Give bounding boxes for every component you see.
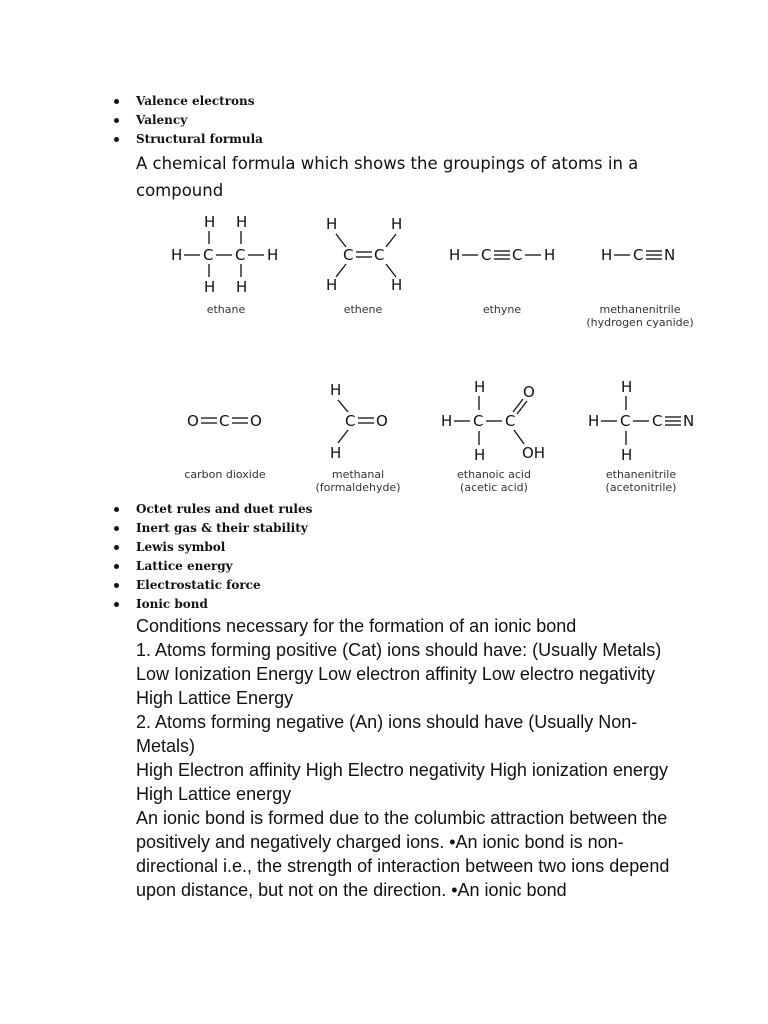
svg-text:C: C [203, 246, 214, 264]
svg-text:C: C [374, 246, 385, 264]
svg-text:H: H [326, 276, 338, 294]
list-item [112, 500, 312, 519]
svg-text:H: H [449, 246, 461, 264]
list-item [112, 130, 263, 149]
list-item-label: Ionic bond [136, 597, 208, 611]
bullet-icon [114, 602, 119, 607]
molecule-subcaption: (acetonitrile) [605, 481, 677, 494]
list-item [112, 576, 312, 595]
paragraph: Conditions necessary for the formation of an ionic bond [136, 616, 577, 636]
bullet-icon [114, 583, 119, 588]
bullet-icon [114, 137, 119, 142]
list-item-label: Octet rules and duet rules [136, 502, 313, 516]
svg-text:H: H [171, 246, 183, 264]
bullet-icon [114, 564, 119, 569]
molecule-caption: methanal [331, 468, 385, 481]
molecule-ethene [326, 215, 402, 316]
bullet-icon [114, 545, 119, 550]
topic-list-middle [112, 500, 312, 614]
list-item-label: Lewis symbol [136, 540, 226, 554]
svg-text:H: H [330, 381, 342, 399]
molecule-ethanoic-acid [441, 378, 545, 494]
svg-text:C: C [481, 246, 492, 264]
list-item-label: Inert gas & their stability [136, 521, 308, 535]
list-item-label: Valency [136, 113, 188, 127]
molecule-subcaption: (formaldehyde) [315, 481, 401, 494]
list-item-label: Lattice energy [136, 559, 233, 573]
svg-text:O: O [376, 412, 388, 430]
list-item [112, 519, 312, 538]
svg-text:H: H [391, 215, 403, 233]
svg-text:H: H [204, 213, 216, 231]
svg-text:C: C [343, 246, 354, 264]
svg-text:H: H [441, 412, 453, 430]
svg-text:O: O [523, 383, 535, 401]
list-item-label: Electrostatic force [136, 578, 261, 592]
molecule-subcaption: (acetic acid) [460, 481, 528, 494]
svg-text:H: H [391, 276, 403, 294]
svg-text:H: H [544, 246, 556, 264]
svg-text:H: H [204, 278, 216, 296]
svg-text:H: H [601, 246, 613, 264]
bullet-icon [114, 507, 119, 512]
molecule-caption: ethene [343, 303, 383, 316]
svg-text:C: C [219, 412, 230, 430]
svg-text:C: C [620, 412, 631, 430]
svg-text:C: C [505, 412, 516, 430]
svg-text:C: C [473, 412, 484, 430]
paragraph: An ionic bond is formed due to the columbic attraction between the positively and negatively charged ions. •An ionic bond is non-directional i.e., the strength of interaction between two ions depend upon distance, but not on the direction. •An ionic bond [136, 808, 670, 900]
svg-text:N: N [683, 412, 695, 430]
svg-text:C: C [633, 246, 644, 264]
svg-text:H: H [588, 412, 600, 430]
svg-text:C: C [512, 246, 523, 264]
svg-text:O: O [187, 412, 199, 430]
list-item [112, 538, 312, 557]
svg-text:C: C [345, 412, 356, 430]
svg-text:O: O [250, 412, 262, 430]
svg-text:H: H [326, 215, 338, 233]
bullet-icon [114, 118, 119, 123]
svg-text:H: H [330, 444, 342, 462]
molecule-caption: ethyne [482, 303, 522, 316]
svg-text:OH: OH [522, 444, 546, 462]
bullet-icon [114, 99, 119, 104]
molecule-methanal [315, 381, 400, 494]
svg-text:H: H [474, 378, 486, 396]
molecule-caption: carbon dioxide [184, 468, 266, 481]
molecule-ethyne [449, 246, 555, 316]
svg-text:C: C [652, 412, 663, 430]
molecule-ethane [171, 213, 278, 316]
molecule-caption: ethanoic acid [457, 468, 531, 481]
structural-formulas-figure [0, 200, 768, 500]
topic-list-top [112, 92, 263, 149]
list-item [112, 92, 263, 111]
svg-text:N: N [664, 246, 676, 264]
structural-formula-definition: A chemical formula which shows the groupings of atoms in a compound [136, 154, 639, 200]
svg-text:H: H [267, 246, 279, 264]
molecule-caption: ethane [206, 303, 246, 316]
paragraph: High Electron affinity High Electro negativity High ionization energy High Lattice energy [136, 760, 668, 804]
svg-text:H: H [621, 378, 633, 396]
paragraph: Low Ionization Energy Low electron affinity Low electro negativity High Lattice Energy [136, 664, 655, 708]
list-item [112, 557, 312, 576]
paragraph: 1. Atoms forming positive (Cat) ions should have: (Usually Metals) [136, 640, 662, 660]
bullet-icon [114, 526, 119, 531]
ionic-bond-conditions [136, 614, 676, 902]
svg-text:H: H [236, 278, 248, 296]
svg-text:H: H [474, 446, 486, 464]
molecule-subcaption: (hydrogen cyanide) [586, 316, 694, 329]
molecule-methanenitrile [586, 246, 693, 329]
svg-text:H: H [621, 446, 633, 464]
molecule-caption: ethanenitrile [605, 468, 677, 481]
svg-text:H: H [236, 213, 248, 231]
paragraph: 2. Atoms forming negative (An) ions should have (Usually Non-Metals) [136, 712, 638, 756]
molecule-ethanenitrile [588, 378, 694, 494]
list-item-label: Valence electrons [136, 94, 255, 108]
svg-text:C: C [235, 246, 246, 264]
molecule-caption: methanenitrile [599, 303, 681, 316]
list-item [112, 111, 263, 130]
molecule-carbon-dioxide [184, 412, 265, 481]
list-item-label: Structural formula [136, 132, 263, 146]
list-item [112, 595, 312, 614]
